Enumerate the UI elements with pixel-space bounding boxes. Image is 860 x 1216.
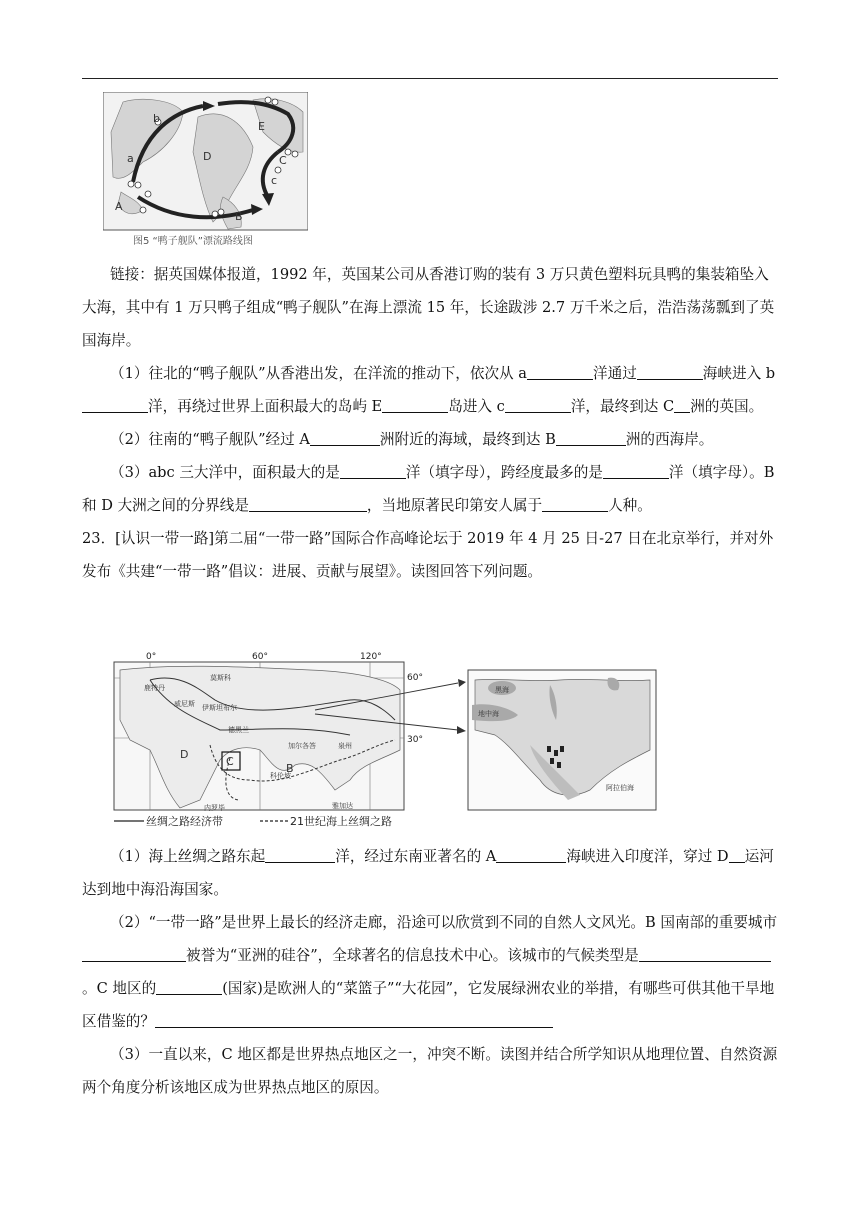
label-D: D [203, 150, 212, 163]
q23-part1: （1）海上丝绸之路东起 洋，经过东南亚著名的 A 海峡进入印度洋，穿过 D 运河达到地中海沿海国家。 [82, 848, 774, 898]
place-label: 德黑兰 [228, 726, 249, 734]
figure1-caption: 图5 “鸭子舰队”漂流路线图 [133, 236, 253, 247]
region-D: D [180, 748, 189, 761]
blank[interactable] [637, 364, 703, 380]
lat-label: 30° [407, 735, 423, 745]
lon-label: 60° [252, 652, 268, 662]
place-label: 加尔各答 [288, 742, 316, 750]
place-label: 伊斯坦布尔 [202, 704, 237, 712]
blank[interactable] [729, 847, 745, 863]
blank[interactable] [82, 397, 148, 413]
question-23-text [82, 840, 778, 1104]
place-label: 威尼斯 [174, 700, 195, 708]
inset-label: 地中海 [478, 710, 499, 718]
place-label: 科伦坡 [270, 772, 291, 780]
label-b: b [153, 112, 160, 125]
blank[interactable] [639, 946, 771, 962]
blank[interactable] [265, 847, 335, 863]
place-label: 内罗毕 [204, 804, 225, 812]
answer-line[interactable] [155, 1012, 553, 1028]
lon-label: 0° [146, 652, 157, 662]
region-C: C [226, 755, 234, 768]
place-label: 泉州 [338, 742, 352, 750]
intro-paragraph: 链接：据英国媒体报道，1992 年，英国某公司从香港订购的装有 3 万只黄色塑料玩具鸭的集装箱坠入大海，其中有 1 万只鸭子组成“鸭子舰队”在海上漂流 15 年，长途跋涉 2.7 万千米之后，浩浩荡荡瓢到了英国海岸。 [82, 266, 775, 349]
blank[interactable] [556, 430, 626, 446]
question-22-text [82, 258, 778, 588]
blank[interactable] [82, 946, 186, 962]
blank[interactable] [310, 430, 380, 446]
duck-fleet-drift-map [103, 92, 308, 248]
blank[interactable] [674, 397, 690, 413]
q23-part3: （3）一直以来，C 地区都是世界热点地区之一，冲突不断。读图并结合所学知识从地理位置、自然资源两个角度分析该地区成为世界热点地区的原因。 [82, 1046, 778, 1096]
blank[interactable] [249, 496, 367, 512]
label-B: B [235, 210, 243, 223]
region-B: B [286, 762, 294, 775]
q22-part1: （1）往北的“鸭子舰队”从香港出发，在洋流的推动下，依次从 a 洋通过 海峡进入 b洋，再绕过世界上面积最大的岛屿 E 岛进入 c 洋，最终到达 C 洲的英国。 [82, 357, 778, 423]
belt-and-road-map [110, 650, 658, 830]
q22-part3: （3）abc 三大洋中，面积最大的是 洋（填字母），跨经度最多的是 洋（填字母）。B 和 D 大洲之间的分界线是 ，当地原著民印第安人属于 人种。 [82, 464, 775, 514]
inset-label: 阿拉伯海 [606, 784, 634, 792]
legend-maritime: 21世纪海上丝绸之路 [290, 815, 392, 828]
blank[interactable] [527, 364, 593, 380]
inset-label: 黑海 [495, 686, 509, 694]
q23-stem: 23．[认识一带一路]第二届“一带一路”国际合作高峰论坛于 2019 年 4 月 25 日-27 日在北京举行，并对外发布《共建“一带一路”倡议：进展、贡献与展望》。读图回答下列问题。 [82, 530, 774, 580]
q22-part2: （2）往南的“鸭子舰队”经过 A 洲附近的海域，最终到达 B 洲的西海岸。 [110, 431, 714, 448]
blank[interactable] [496, 847, 566, 863]
blank[interactable] [382, 397, 448, 413]
place-label: 莫斯科 [210, 674, 231, 682]
label-A: A [115, 200, 123, 213]
label-C-north: C [279, 154, 287, 167]
label-a: a [127, 152, 134, 165]
place-label: 鹿特丹 [144, 684, 165, 692]
lat-label: 60° [407, 673, 423, 683]
blank[interactable] [340, 463, 406, 479]
blank[interactable] [603, 463, 669, 479]
blank[interactable] [156, 979, 222, 995]
blank[interactable] [505, 397, 571, 413]
legend-silk-road: 丝绸之路经济带 [146, 815, 223, 828]
header-rule [82, 78, 778, 79]
place-label: 雅加达 [332, 802, 353, 810]
label-c: c [271, 174, 278, 187]
blank[interactable] [542, 496, 608, 512]
label-E: E [258, 120, 265, 133]
q23-part2: （2）“一带一路”是世界上最长的经济走廊，沿途可以欣赏到不同的自然人文风光。B 国南部的重要城市被誉为“亚洲的硅谷”，全球著名的信息技术中心。该城市的气候类型是。C 地区的 (国家)是欧洲人的“菜篮子”“大花园”，它发展绿洲农业的举措，有哪些可供其他干旱地区借鉴的？ [82, 914, 778, 1030]
lon-label: 120° [360, 652, 382, 662]
